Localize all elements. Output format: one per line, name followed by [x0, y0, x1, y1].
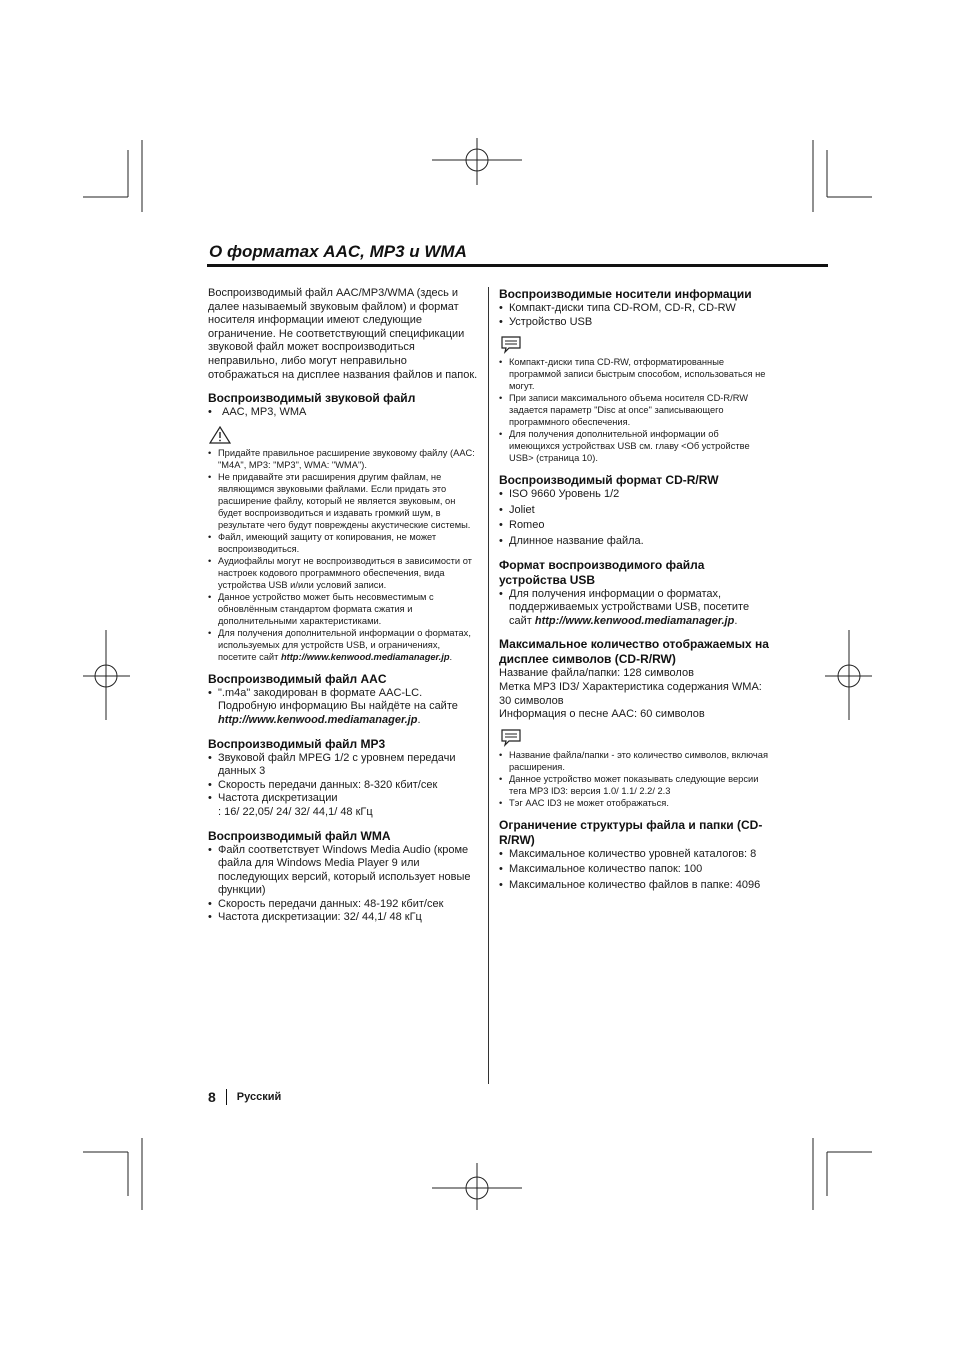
list-item: • Для получения дополнительной информации о форматах, используемых для устройств USB, и ограничениях, посетите сайт http://www.kenwood.mediamanager.jp. — [208, 627, 478, 663]
kenwood-link[interactable]: http://www.kenwood.mediamanager.jp — [218, 713, 418, 726]
playable-file-heading: Воспроизводимый звуковой файл — [208, 391, 416, 406]
max-chars-notes — [499, 749, 769, 809]
media-notes — [499, 356, 769, 464]
cd-format-heading: Воспроизводимый формат CD-R/RW — [499, 473, 719, 488]
wma-list — [208, 844, 478, 926]
aac-heading: Воспроизводимый файл AAC — [208, 671, 387, 686]
playable-file-list — [208, 406, 478, 420]
list-item: • Название файла/папки - это количество символов, включая расширения. — [499, 749, 769, 773]
list-item: • Файл соответствует Windows Media Audio (кроме файла для Windows Media Player 9 или последующих версий, который использует новые функции) — [208, 844, 478, 898]
list-item: • Частота дискретизации: 32/ 44,1/ 48 кГц — [208, 911, 478, 925]
structure-heading: Ограничение структуры файла и папки (CD-R/RW) — [499, 817, 763, 847]
intro-text: Воспроизводимый файл AAC/MP3/WMA (здесь и далее называемый звуковым файлом) и формат носителя информации имеют следующие ограничение. Не соответствующий спецификации звуковой файл может воспроизводиться неправильно, либо могут неправильно отображаться на дисплее названия файлов и папок. — [208, 287, 478, 381]
column-divider — [488, 287, 489, 1084]
list-item: • Для получения информации о форматах, поддерживаемых устройствами USB, посетите сайт http://www.kenwood.mediamanager.jp. — [499, 588, 769, 629]
usb-format-list — [499, 588, 769, 629]
warning-list — [208, 447, 478, 663]
mp3-heading: Воспроизводимый файл MP3 — [208, 736, 386, 751]
list-item: • Данное устройство может быть несовместимым с обновлённым стандартом формата сжатия и дополнительными характеристиками. — [208, 591, 478, 627]
list-item: • Скорость передачи данных: 8-320 кбит/сек — [208, 779, 478, 793]
warning-triangle-icon — [208, 425, 232, 445]
kenwood-link[interactable]: http://www.kenwood.mediamanager.jp — [534, 614, 735, 627]
list-item: • Файл, имеющий защиту от копирования, не может воспроизводиться. — [208, 531, 478, 555]
list-item: • Звуковой файл MPEG 1/2 с уровнем передачи данных 3 — [208, 752, 478, 779]
max-chars-heading: Максимальное количество отображаемых на дисплее символов (CD-R/RW) — [499, 637, 769, 667]
page-title: О форматах AAC, MP3 и WMA — [209, 242, 467, 261]
list-item: • Скорость передачи данных: 48-192 кбит/сек — [208, 898, 478, 912]
list-item: • AAC, MP3, WMA — [208, 406, 478, 420]
page-number: 8 — [208, 1089, 216, 1105]
list-item: • Тэг AAC ID3 не может отображаться. — [499, 797, 769, 809]
right-column — [499, 287, 769, 893]
list-item: • Максимальное количество файлов в папке: 4096 — [499, 879, 769, 893]
list-item: • Joliet — [499, 504, 769, 518]
list-item: • Придайте правильное расширение звуковому файлу (AAC: "M4A", MP3: "MP3", WMA: "WMA"). — [208, 447, 478, 471]
list-item: • Устройство USB — [499, 316, 769, 330]
page-footer — [208, 1089, 281, 1105]
list-item: • ".m4a" закодирован в формате AAC-LC. Подробную информацию Вы найдёте на сайте http://www.kenwood.mediamanager.jp. — [208, 687, 478, 728]
footer-language: Русский — [236, 1091, 282, 1103]
list-item: • Romeo — [499, 519, 769, 533]
note-speech-bubble-icon — [499, 727, 523, 747]
list-item: • При записи максимального объема носителя CD-R/RW задается параметр "Disc at once" записывающего программного обеспечения. — [499, 392, 769, 428]
list-item: • Максимальное количество папок: 100 — [499, 863, 769, 877]
wma-heading: Воспроизводимый файл WMA — [208, 828, 391, 843]
list-item: • Данное устройство может показывать следующие версии тега MP3 ID3: версия 1.0/ 1.1/ 2.2/ 2.3 — [499, 773, 769, 797]
list-item: • Частота дискретизации — [208, 792, 478, 806]
structure-list — [499, 848, 769, 893]
list-item: • Максимальное количество уровней каталогов: 8 — [499, 848, 769, 862]
list-item: • Аудиофайлы могут не воспроизводиться в зависимости от настроек кодового программного обеспечения, вида устройства USB и/или условий записи. — [208, 555, 478, 591]
title-rule — [207, 264, 828, 267]
max-chars-line: Информация о песне AAC: 60 символов — [499, 708, 705, 721]
note-speech-bubble-icon — [499, 334, 523, 354]
cd-format-list — [499, 488, 769, 548]
list-item: • Компакт-диски типа CD-ROM, CD-R, CD-RW — [499, 302, 769, 316]
list-item: • Не придавайте эти расширения другим файлам, не являющимся звуковыми файлами. Если придать это расширение файлу, который не является звуковым, он будет воспроизводиться и издавать громкий шум, в результате чего будут повреждены акустические системы. — [208, 471, 478, 531]
list-item: • ISO 9660 Уровень 1/2 — [499, 488, 769, 502]
left-column — [208, 287, 478, 925]
media-list — [499, 302, 769, 329]
mp3-rates: : 16/ 22,05/ 24/ 32/ 44,1/ 48 кГц — [218, 805, 373, 818]
footer-separator — [226, 1089, 227, 1105]
max-chars-line: Метка MP3 ID3/ Характеристика содержания WMA: 30 символов — [499, 680, 762, 707]
max-chars-line: Название файла/папки: 128 символов — [499, 667, 694, 680]
aac-list — [208, 687, 478, 728]
list-item: • Компакт-диски типа CD-RW, отформатированные программой записи быстрым способом, использоваться не могут. — [499, 356, 769, 392]
media-heading: Воспроизводимые носители информации — [499, 287, 752, 301]
mp3-list — [208, 752, 478, 806]
usb-format-heading: Формат воспроизводимого файла устройства USB — [499, 557, 705, 587]
kenwood-link[interactable]: http://www.kenwood.mediamanager.jp — [280, 651, 450, 662]
list-item: • Для получения дополнительной информации об имеющихся устройствах USB см. главу <Об устройстве USB> (страница 10). — [499, 428, 769, 464]
list-item: • Длинное название файла. — [499, 535, 769, 549]
